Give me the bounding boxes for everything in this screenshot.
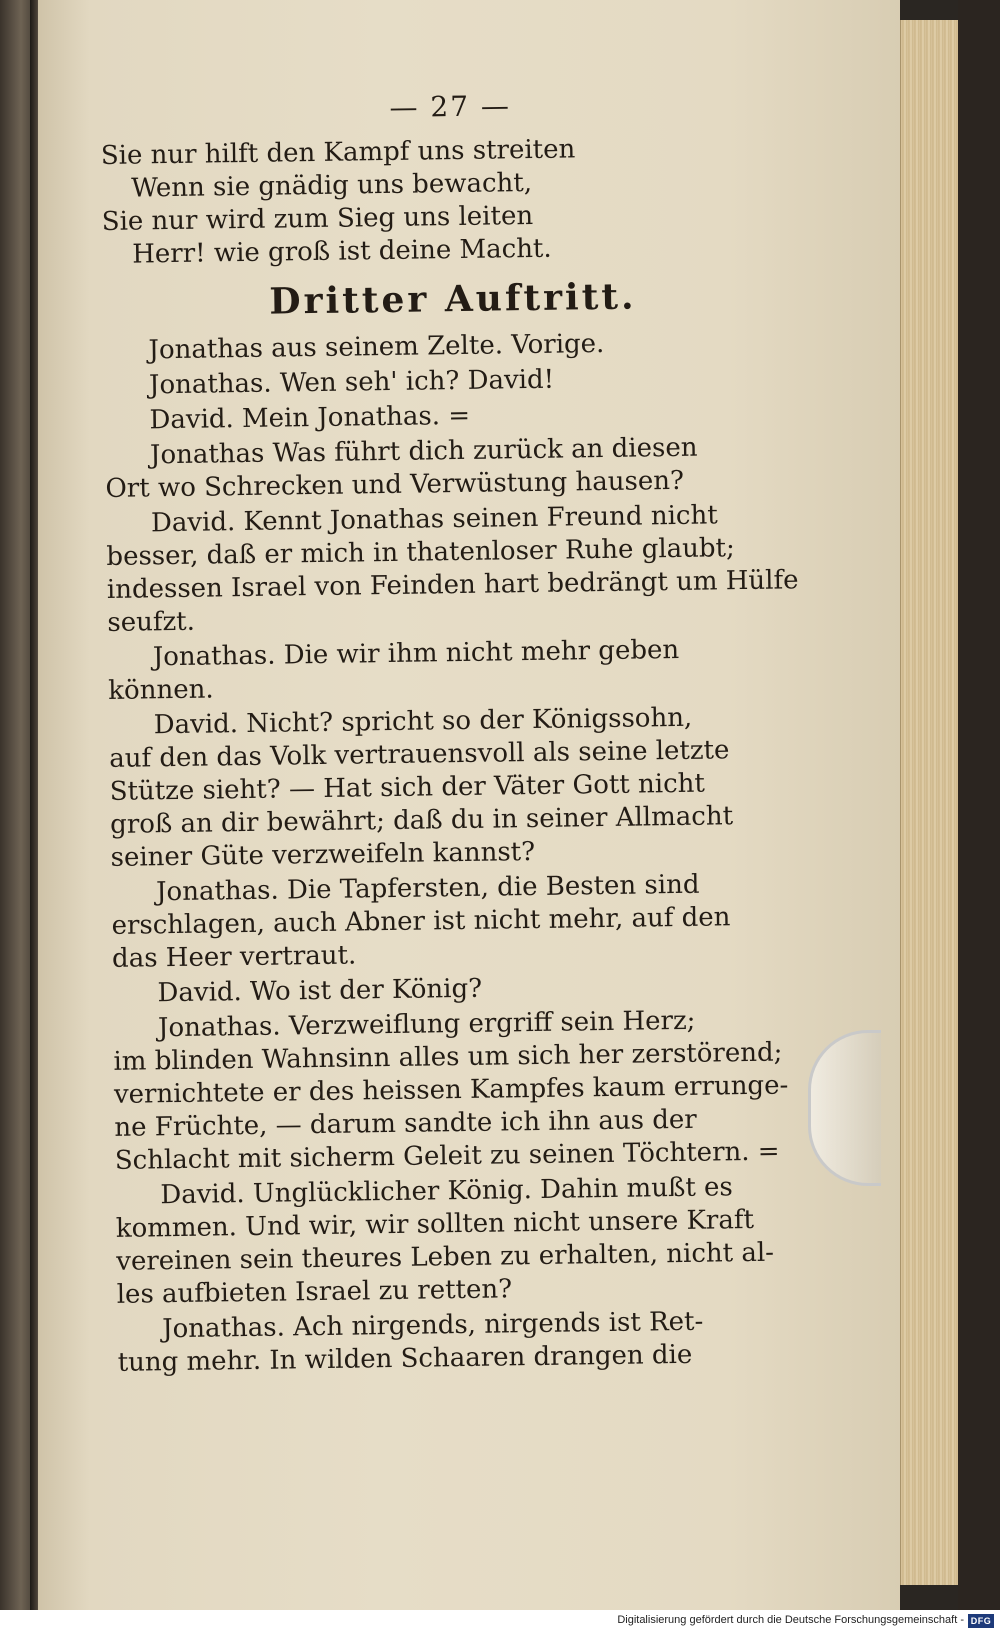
speech bbox=[109, 700, 811, 875]
speech-line: groß an dir bewährt; daß du in seiner Allmacht bbox=[109, 801, 734, 840]
speech bbox=[117, 1304, 818, 1380]
speech-line: besser, daß er mich in thatenloser Ruhe glaubt; bbox=[106, 533, 735, 572]
speech-line: David. Mein Jonathas. = bbox=[149, 400, 471, 436]
speech-line: vernichtete er des heissen Kampfes kaum errunge- bbox=[113, 1070, 789, 1110]
scene-heading: Dritter Auftritt. bbox=[269, 275, 637, 323]
speech-line: Jonathas Was führt dich zurück an diesen bbox=[149, 432, 698, 471]
speech-line: seufzt. bbox=[107, 606, 196, 638]
dialogue bbox=[104, 360, 818, 1380]
speech bbox=[106, 498, 808, 640]
verse-line: Sie nur wird zum Sieg uns leiten bbox=[101, 200, 534, 237]
speech-line: indessen Israel von Feinden hart bedrängt um Hülfe bbox=[106, 565, 799, 605]
speech-line: ne Früchte, — darum sandte ich ihn aus der bbox=[114, 1104, 697, 1143]
speech-line: tung mehr. In wilden Schaaren drangen die bbox=[117, 1339, 693, 1378]
speech-line: erschlagen, auch Abner ist nicht mehr, auf den bbox=[111, 902, 731, 941]
speech-line: Schlacht mit sicherm Geleit zu seinen Töchtern. = bbox=[114, 1136, 780, 1176]
speech-line: im blinden Wahnsinn alles um sich her zerstörend; bbox=[113, 1037, 783, 1077]
speech bbox=[115, 1170, 817, 1312]
speech-line: können. bbox=[108, 674, 214, 706]
dfg-logo: DFG bbox=[968, 1614, 994, 1628]
speech-line: das Heer vertraut. bbox=[111, 940, 357, 974]
verse-line: Sie nur hilft den Kampf uns streiten bbox=[100, 134, 576, 171]
page-text bbox=[100, 85, 818, 1380]
speech bbox=[105, 430, 806, 506]
speech-line: auf den das Volk vertrauensvoll als seine letzte bbox=[109, 735, 730, 774]
stage-direction: Jonathas aus seinem Zelte. Vorige. bbox=[148, 328, 605, 366]
speech-line: Jonathas. Die wir ihm nicht mehr geben bbox=[152, 634, 680, 673]
page-edges bbox=[900, 20, 959, 1585]
speech-line: David. Nicht? spricht so der Königssohn, bbox=[153, 702, 693, 741]
speech bbox=[113, 1003, 815, 1178]
speech-line: Jonathas. Ach nirgends, nirgends ist Ret- bbox=[162, 1306, 704, 1345]
speech bbox=[111, 867, 812, 976]
page-number: — 27 — bbox=[389, 89, 512, 124]
speech-line: Ort wo Schrecken und Verwüstung hausen? bbox=[105, 465, 685, 504]
speech-line: David. Wo ist der König? bbox=[157, 973, 483, 1009]
speech-line: Jonathas. Verzweiflung ergriff sein Herz; bbox=[157, 1005, 696, 1044]
funding-notice: Digitalisierung gefördert durch die Deutsche Forschungsgemeinschaft - bbox=[617, 1614, 964, 1626]
verse-line: Wenn sie gnädig uns bewacht, bbox=[131, 167, 533, 204]
speech-line: vereinen sein theures Leben zu erhalten, nicht al- bbox=[116, 1237, 775, 1277]
speech-line: seiner Güte verzweifeln kannst? bbox=[110, 837, 536, 873]
speech-line: kommen. Und wir, wir sollten nicht unsere Kraft bbox=[115, 1204, 755, 1244]
speech-line: Jonathas. Die Tapfersten, die Besten sind bbox=[155, 869, 700, 908]
verse-line: Herr! wie groß ist deine Macht. bbox=[132, 233, 552, 270]
footer-bar bbox=[0, 1610, 1000, 1634]
speech bbox=[108, 632, 809, 708]
background-right bbox=[958, 0, 1000, 1610]
speech-line: David. Kennt Jonathas seinen Freund nicht bbox=[150, 500, 718, 539]
speech-line: David. Unglücklicher König. Dahin mußt es bbox=[160, 1172, 733, 1211]
verse bbox=[101, 130, 803, 272]
speech-line: Stütze sieht? — Hat sich der Väter Gott nicht bbox=[109, 768, 706, 807]
speech-line: Jonathas. Wen seh' ich? David! bbox=[148, 364, 555, 401]
speech-line: les aufbieten Israel zu retten? bbox=[116, 1274, 513, 1310]
